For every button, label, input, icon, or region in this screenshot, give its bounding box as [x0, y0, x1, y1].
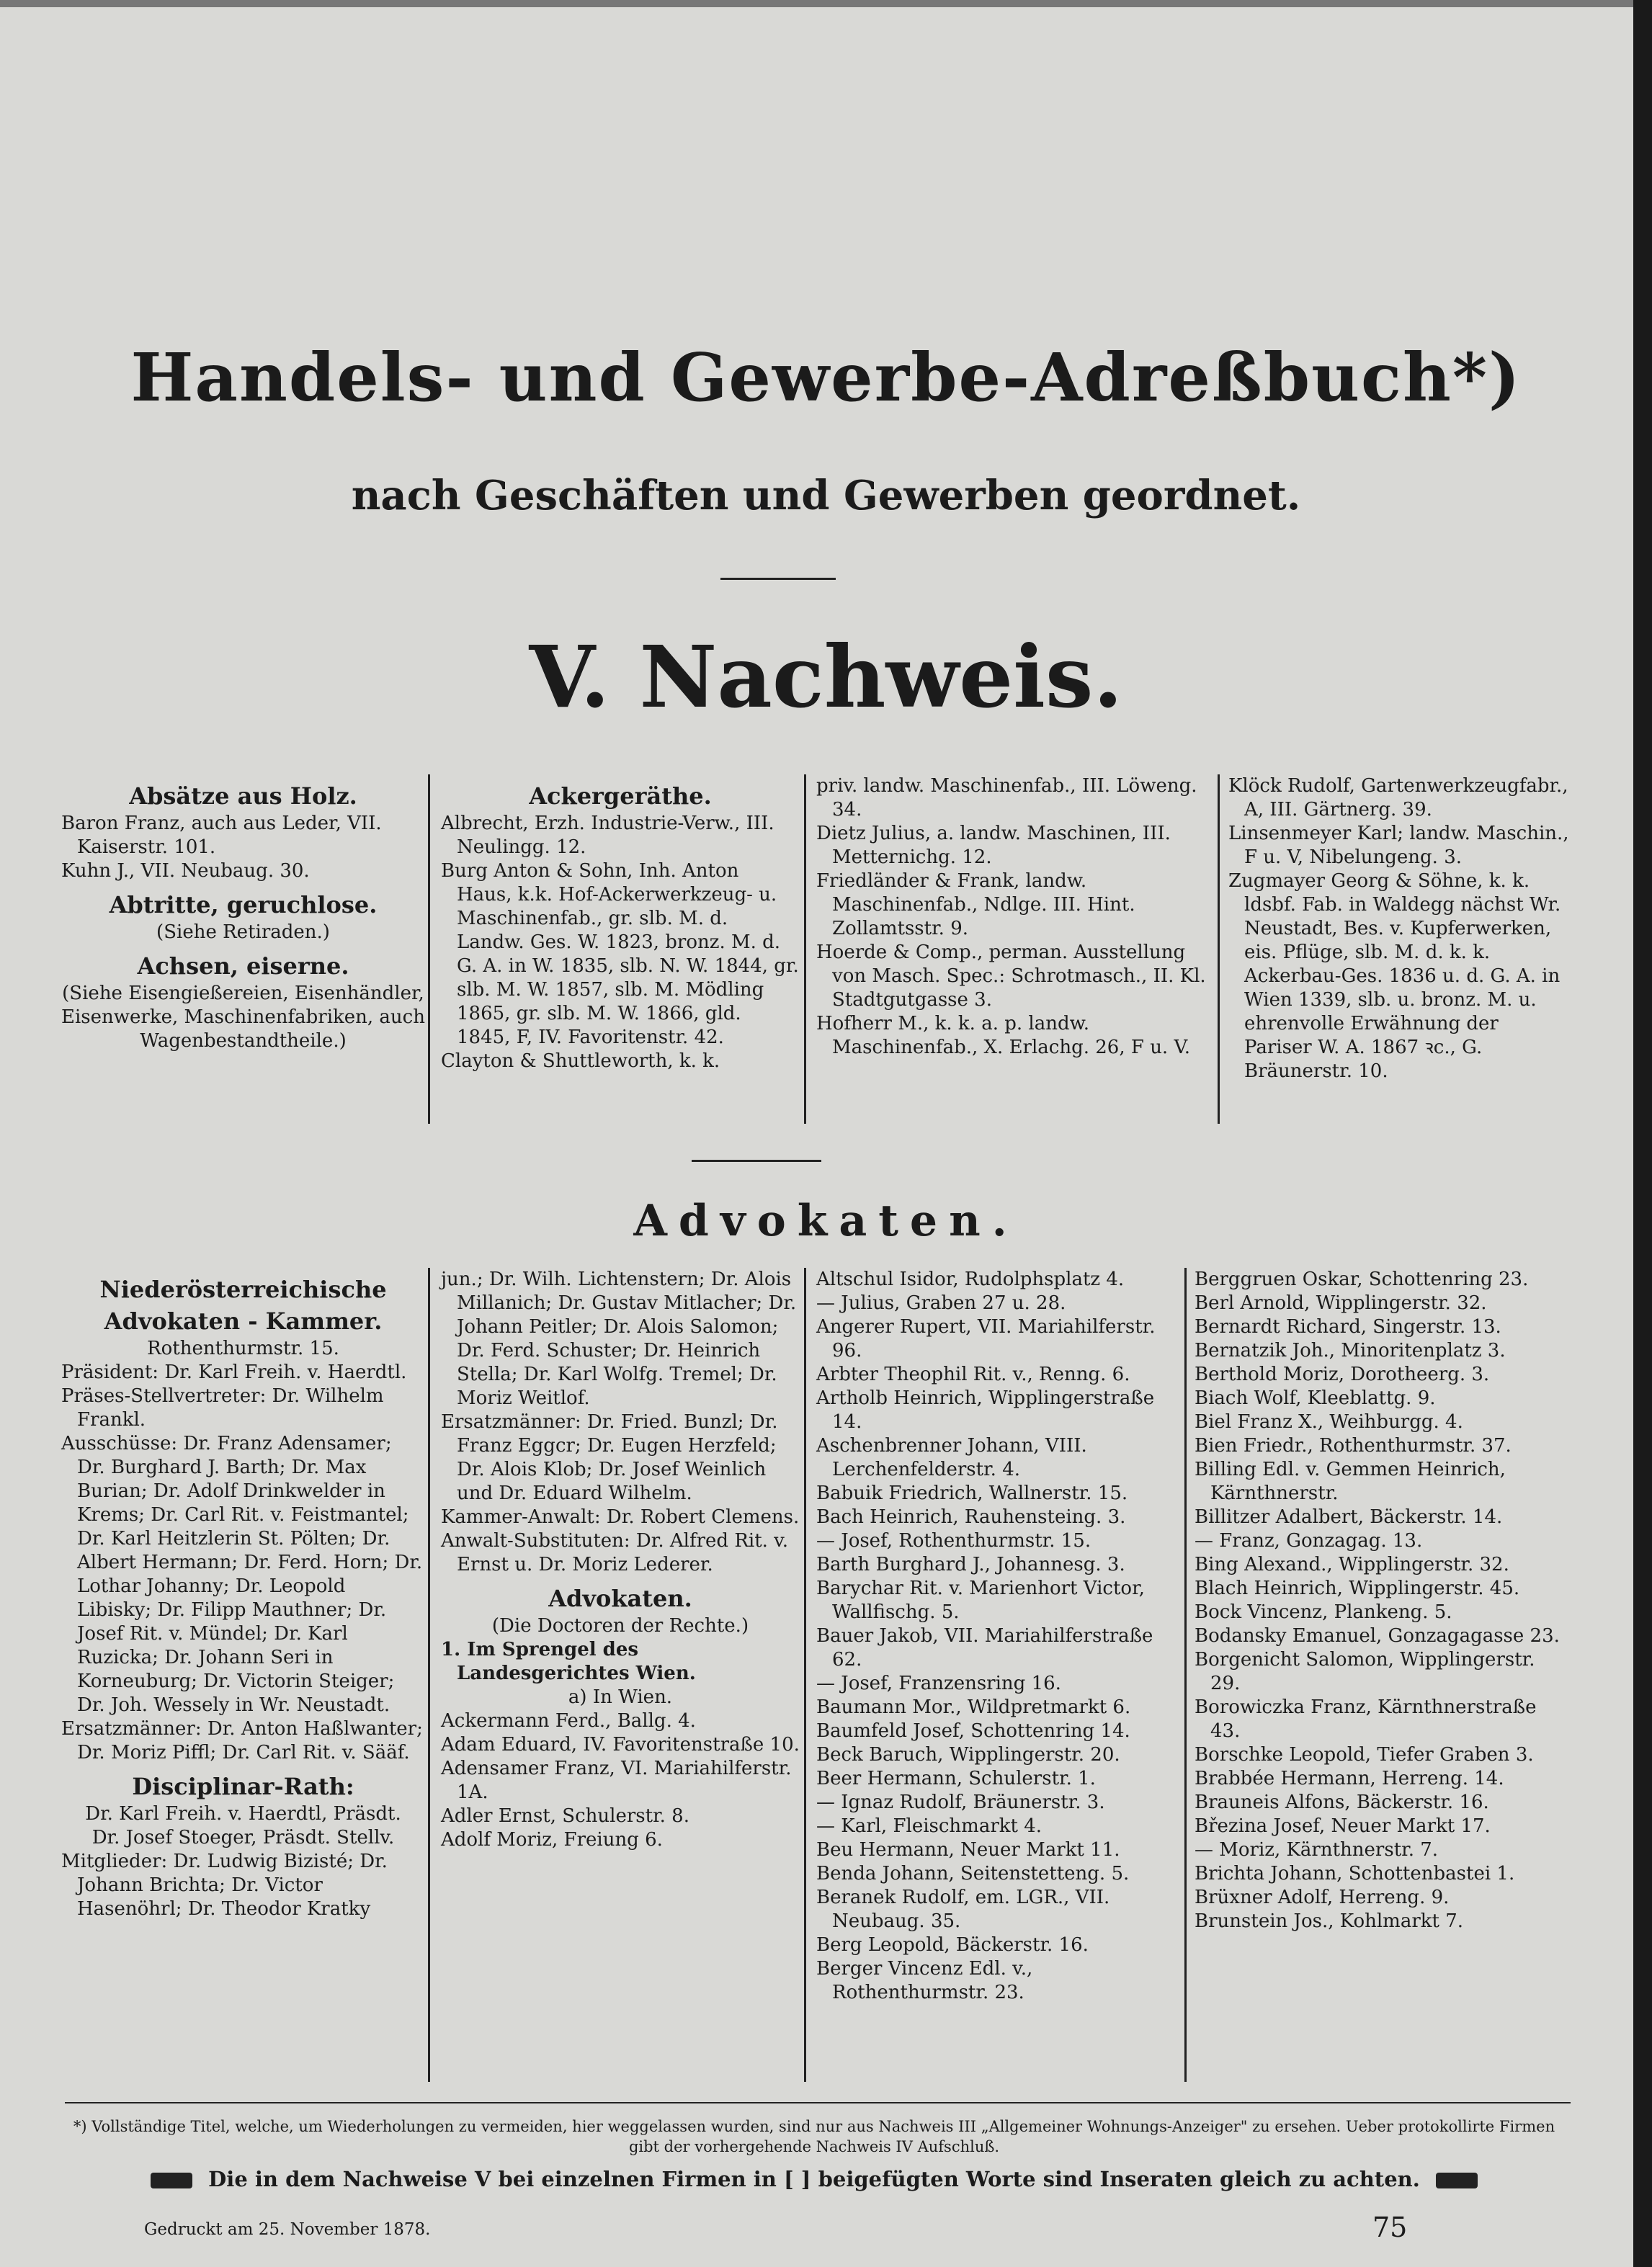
directory-entry: (Die Doctoren der Rechte.): [491, 1615, 749, 1637]
directory-entry: Friedländer & Frank, landw. Maschinenfab., Ndlge. III. Hint. Zollamtsstr. 9.: [816, 870, 1135, 939]
directory-entry: Billitzer Adalbert, Bäckerstr. 14.: [1195, 1506, 1503, 1528]
directory-entry: — Karl, Fleischmarkt 4.: [816, 1815, 1042, 1837]
directory-entry: Bodansky Emanuel, Gonzagagasse 23.: [1195, 1625, 1560, 1647]
column-heading: Abtritte, geruchlose.: [109, 891, 378, 918]
directory-entry: Ausschüsse: Dr. Franz Adensamer; Dr. Burghard J. Barth; Dr. Max Burian; Dr. Adolf Drinkwelder in Krems; Dr. Carl Rit. v. Feistmantel; Dr. Karl Heitzlerin St. Pölten; Dr. Albert Hermann; Dr. Ferd. Horn; Dr. Lothar Johanny; Dr. Leopold Libisky; Dr. Filipp Mauthner; Dr. Josef Rit. v. Mündel; Dr. Karl Ruzicka; Dr. Johann Seri in Korneuburg; Dr. Victorin Steiger; Dr. Joh. Wessely in Wr. Neustadt.: [61, 1433, 423, 1716]
column-divider: [804, 774, 806, 1124]
directory-entry: Clayton & Shuttleworth, k. k.: [441, 1050, 720, 1072]
directory-entry: Mitglieder: Dr. Ludwig Bizisté; Dr. Johann Brichta; Dr. Victor Hasenöhrl; Dr. Theodor Kratky: [61, 1851, 388, 1920]
directory-entry: Präses-Stellvertreter: Dr. Wilhelm Frankl.: [61, 1385, 384, 1431]
directory-entry: Borowiczka Franz, Kärnthnerstraße 43.: [1195, 1696, 1537, 1742]
directory-entry: Březina Josef, Neuer Markt 17.: [1195, 1815, 1491, 1837]
directory-entry: a) In Wien.: [568, 1686, 673, 1708]
directory-entry: Burg Anton & Sohn, Inh. Anton Haus, k.k. Hof-Ackerwerkzeug- u. Maschinenfab., gr. slb. M. d. Landw. Ges. W. 1823, bronz. M. d. G. A. in W. 1835, slb. N. W. 1844, gr. slb. M. W. 1857, slb. M. Mödling 1865, gr. slb. M. W. 1866, gld. 1845, F, IV. Favoritenstr. 42.: [441, 860, 799, 1048]
column-heading: Niederösterreichische Advokaten - Kammer.: [99, 1276, 387, 1335]
advokaten-heading: Advokaten.: [633, 1196, 1019, 1246]
divider: [692, 1160, 821, 1162]
directory-entry: — Josef, Rothenthurmstr. 15.: [816, 1530, 1091, 1552]
directory-entry: Ackermann Ferd., Ballg. 4.: [441, 1710, 696, 1732]
directory-entry: Linsenmeyer Karl; landw. Maschin., F u. V, Nibelungeng. 3.: [1228, 823, 1569, 868]
directory-entry: Hoerde & Comp., perman. Ausstellung von Masch. Spec.: Schrotmasch., II. Kl. Stadtgutgasse 3.: [816, 942, 1206, 1011]
column-advokatenkammer: [61, 1268, 425, 1921]
directory-entry: Bach Heinrich, Rauhensteing. 3.: [816, 1506, 1126, 1528]
directory-entry: Brüxner Adolf, Herreng. 9.: [1195, 1887, 1450, 1908]
directory-entry: Borgenicht Salomon, Wipplingerstr. 29.: [1195, 1649, 1535, 1694]
column-ackergeraethe-2: [816, 774, 1213, 1060]
section-title: V. Nachweis.: [529, 627, 1123, 727]
directory-entry: Adler Ernst, Schulerstr. 8.: [441, 1805, 689, 1827]
footnote-rule: [65, 2102, 1571, 2103]
notice: [65, 2167, 1563, 2191]
column-ackergeraethe: [441, 774, 800, 1073]
directory-entry: Aschenbrenner Johann, VIII. Lerchenfelderstr. 4.: [816, 1435, 1087, 1480]
directory-entry: Adensamer Franz, VI. Mariahilferstr. 1A.: [441, 1758, 792, 1803]
footnote: *) Vollständige Titel, welche, um Wiederholungen zu vermeiden, hier weggelassen wurden, sind nur aus Nachweis III „Allgemeiner Wohnungs-Anzeiger" zu ersehen. Ueber protokollirte Firmen gibt der vorhergehende Nachweis IV Aufschluß.: [73, 2118, 1555, 2155]
pointing-hand-right-icon: [1436, 2173, 1478, 2188]
directory-entry: (Siehe Retiraden.): [156, 921, 330, 943]
directory-entry: Baron Franz, auch aus Leder, VII. Kaiserstr. 101.: [61, 813, 382, 858]
page-title: Handels- und Gewerbe-Adreßbuch*): [130, 339, 1522, 416]
directory-entry: Berl Arnold, Wipplingerstr. 32.: [1195, 1292, 1487, 1314]
column-heading: Disciplinar-Rath:: [132, 1773, 354, 1800]
column-heading: Achsen, eiserne.: [137, 952, 349, 980]
directory-entry: Artholb Heinrich, Wipplingerstraße 14.: [816, 1387, 1155, 1433]
directory-entry: priv. landw. Maschinenfab., III. Löweng. 34.: [816, 775, 1197, 820]
column-advokaten-1: [441, 1268, 800, 1852]
column-advokaten-3: [1195, 1268, 1571, 1933]
directory-entry: Albrecht, Erzh. Industrie-Verw., III. Neulingg. 12.: [441, 813, 774, 858]
directory-entry: Dr. Josef Stoeger, Präsdt. Stellv.: [91, 1827, 395, 1848]
column-divider: [804, 1268, 806, 2082]
column-divider: [1184, 1268, 1187, 2082]
directory-entry: Benda Johann, Seitenstetteng. 5.: [816, 1863, 1130, 1884]
directory-entry: Berger Vincenz Edl. v., Rothenthurmstr. 23.: [816, 1958, 1033, 2003]
column-heading: Absätze aus Holz.: [129, 782, 357, 810]
column-heading: Advokaten.: [548, 1585, 692, 1612]
directory-entry: Brichta Johann, Schottenbastei 1.: [1195, 1863, 1515, 1884]
directory-entry: Beck Baruch, Wipplingerstr. 20.: [816, 1744, 1120, 1766]
directory-entry: Präsident: Dr. Karl Freih. v. Haerdtl.: [61, 1361, 407, 1383]
directory-entry: Beer Hermann, Schulerstr. 1.: [816, 1768, 1096, 1789]
directory-entry: Kammer-Anwalt: Dr. Robert Clemens.: [441, 1506, 800, 1528]
column-divider: [428, 774, 430, 1124]
directory-entry: Klöck Rudolf, Gartenwerkzeugfabr., A, III. Gärtnerg. 39.: [1228, 775, 1568, 820]
directory-entry: Adam Eduard, IV. Favoritenstraße 10.: [441, 1734, 800, 1756]
directory-entry: Arbter Theophil Rit. v., Renng. 6.: [816, 1364, 1130, 1385]
directory-entry: Berg Leopold, Bäckerstr. 16.: [816, 1934, 1089, 1956]
directory-entry: Babuik Friedrich, Wallnerstr. 15.: [816, 1483, 1128, 1504]
directory-entry: Bien Friedr., Rothenthurmstr. 37.: [1195, 1435, 1512, 1457]
directory-entry: Barychar Rit. v. Marienhort Victor, Wallfischg. 5.: [816, 1578, 1145, 1623]
page-subtitle: nach Geschäften und Gewerben geordnet.: [351, 472, 1301, 519]
directory-entry: Blach Heinrich, Wipplingerstr. 45.: [1195, 1578, 1520, 1599]
directory-entry: — Ignaz Rudolf, Bräunerstr. 3.: [816, 1792, 1105, 1813]
directory-entry: Beranek Rudolf, em. LGR., VII. Neubaug. 35.: [816, 1887, 1110, 1932]
directory-entry: Billing Edl. v. Gemmen Heinrich, Kärnthnerstr.: [1195, 1459, 1506, 1504]
column-divider: [428, 1268, 430, 2082]
directory-entry: — Josef, Franzensring 16.: [816, 1673, 1061, 1694]
directory-entry: jun.; Dr. Wilh. Lichtenstern; Dr. Alois Millanich; Dr. Gustav Mitlacher; Dr. Johann Peitler; Dr. Alois Salomon; Dr. Ferd. Schuster; Dr. Heinrich Stella; Dr. Karl Wolfg. Tremel; Dr. Moriz Weitlof.: [441, 1269, 797, 1409]
directory-entry: Bernatzik Joh., Minoritenplatz 3.: [1195, 1340, 1506, 1361]
directory-entry: Ersatzmänner: Dr. Anton Haßlwanter; Dr. Moriz Piffl; Dr. Carl Rit. v. Sääf.: [61, 1718, 423, 1763]
directory-entry: Rothenthurmstr. 15.: [147, 1338, 339, 1359]
column-divider: [1218, 774, 1220, 1124]
directory-entry: 1. Im Sprengel des Landesgerichtes Wien.: [441, 1639, 696, 1684]
directory-entry: Zugmayer Georg & Söhne, k. k. ldsbf. Fab. in Waldegg nächst Wr. Neustadt, Bes. v. Kupferwerken, eis. Pflüge, slb. M. d. k. k. Ackerbau-Ges. 1836 u. d. G. A. in Wien 1339, slb. u. bronz. M. u. ehrenvolle Erwähnung der Pariser W. A. 1867 ꝛc., G. Bräunerstr. 10.: [1228, 870, 1561, 1082]
directory-entry: Kuhn J., VII. Neubaug. 30.: [61, 860, 310, 882]
directory-entry: Adolf Moriz, Freiung 6.: [441, 1829, 663, 1851]
directory-entry: Beu Hermann, Neuer Markt 11.: [816, 1839, 1120, 1861]
notice-text: Die in dem Nachweise V bei einzelnen Firmen in [ ] beigefügten Worte sind Inseraten gleich zu achten.: [208, 2167, 1420, 2191]
pointing-hand-left-icon: [151, 2173, 192, 2188]
directory-entry: (Siehe Eisengießereien, Eisenhändler, Eisenwerke, Maschinenfabriken, auch Wagenbestandtheile.): [61, 983, 425, 1052]
directory-entry: Berggruen Oskar, Schottenring 23.: [1195, 1269, 1529, 1290]
column-advokaten-2: [816, 1268, 1180, 2005]
column-ackergeraethe-3: [1228, 774, 1571, 1083]
directory-entry: Biach Wolf, Kleeblattg. 9.: [1195, 1387, 1436, 1409]
directory-entry: Anwalt-Substituten: Dr. Alfred Rit. v. Ernst u. Dr. Moriz Lederer.: [441, 1530, 789, 1575]
directory-entry: Brunstein Jos., Kohlmarkt 7.: [1195, 1910, 1464, 1932]
directory-entry: Bauer Jakob, VII. Mariahilferstraße 62.: [816, 1625, 1153, 1671]
directory-entry: — Franz, Gonzagag. 13.: [1195, 1530, 1423, 1552]
directory-entry: — Moriz, Kärnthnerstr. 7.: [1195, 1839, 1439, 1861]
directory-entry: Dietz Julius, a. landw. Maschinen, III. Metternichg. 12.: [816, 823, 1171, 868]
directory-entry: Angerer Rupert, VII. Mariahilferstr. 96.: [816, 1316, 1156, 1361]
column-abtaetze: [61, 774, 425, 1053]
directory-entry: Baumfeld Josef, Schottenring 14.: [816, 1720, 1130, 1742]
directory-entry: Ersatzmänner: Dr. Fried. Bunzl; Dr. Franz Eggcr; Dr. Eugen Herzfeld; Dr. Alois Klob; Dr. Josef Weinlich und Dr. Eduard Wilhelm.: [441, 1411, 778, 1504]
directory-entry: — Julius, Graben 27 u. 28.: [816, 1292, 1066, 1314]
divider: [720, 578, 836, 580]
print-date: Gedruckt am 25. November 1878.: [144, 2220, 431, 2239]
directory-entry: Berthold Moriz, Dorotheerg. 3.: [1195, 1364, 1490, 1385]
directory-entry: Bock Vincenz, Plankeng. 5.: [1195, 1601, 1452, 1623]
directory-entry: Biel Franz X., Weihburgg. 4.: [1195, 1411, 1463, 1433]
directory-entry: Barth Burghard J., Johannesg. 3.: [816, 1554, 1125, 1575]
directory-entry: Dr. Karl Freih. v. Haerdtl, Präsdt.: [85, 1803, 401, 1825]
column-heading: Ackergeräthe.: [529, 782, 712, 810]
directory-entry: Brauneis Alfons, Bäckerstr. 16.: [1195, 1792, 1489, 1813]
scan-edge-top: [0, 0, 1652, 7]
directory-entry: Bing Alexand., Wipplingerstr. 32.: [1195, 1554, 1509, 1575]
page-number: 75: [1372, 2212, 1408, 2243]
directory-entry: Bernardt Richard, Singerstr. 13.: [1195, 1316, 1501, 1338]
directory-entry: Borschke Leopold, Tiefer Graben 3.: [1195, 1744, 1534, 1766]
directory-entry: Baumann Mor., Wildpretmarkt 6.: [816, 1696, 1131, 1718]
directory-entry: Brabbée Hermann, Herreng. 14.: [1195, 1768, 1504, 1789]
directory-entry: Hofherr M., k. k. a. p. landw. Maschinenfab., X. Erlachg. 26, F u. V.: [816, 1013, 1190, 1058]
directory-entry: Altschul Isidor, Rudolphsplatz 4.: [816, 1269, 1125, 1290]
